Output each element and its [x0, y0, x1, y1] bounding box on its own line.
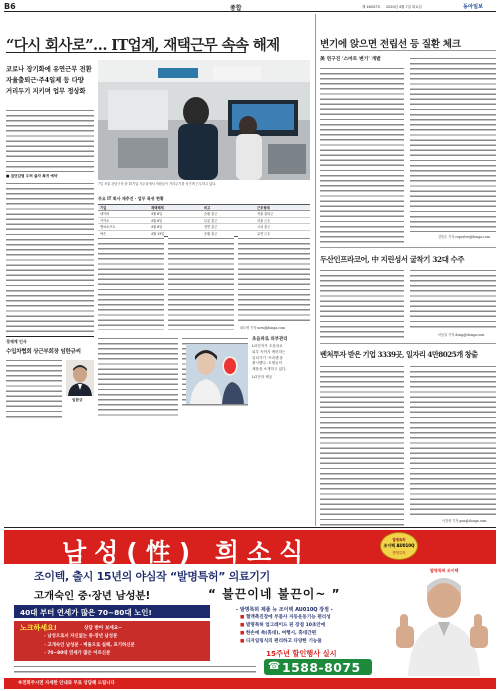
lead-table [98, 196, 310, 237]
checkbox-icon: ■ [240, 639, 246, 644]
issue-number: 제 16057호 [362, 5, 381, 9]
right2-headline: 두산인프라코어, 中 지린성서 굴착기 32대 수주 [320, 255, 465, 264]
right3-headline: 벤처투자 받은 기업 3339곳, 일자리 4만8025개 창출 [320, 350, 478, 359]
lead-body-col3 [168, 236, 234, 330]
ad-headline: 조이텍, 출시 15년의 야심작 “발명특허” 의료기기 [34, 570, 270, 583]
office-photo-illustration [98, 60, 310, 180]
right2-byline: 서동일 기자 dong@donga.com [438, 333, 485, 337]
badge-sub: 발명특허 [392, 551, 406, 555]
portrait-illustration [66, 360, 94, 396]
ad-footer-text: ※전화주시면 자세한 안내와 무료 상담해 드립니다 [18, 681, 115, 686]
beauty-device-photo [186, 344, 248, 404]
ad-invention-title: - 발명특허 제품 뉴 조이텍 AU010Q 장점 - [236, 607, 333, 613]
caption-line: LG전자가 초음파로 [252, 344, 283, 348]
check-icon: - [44, 642, 48, 648]
photo-credit: LG전자 제공 [252, 374, 273, 379]
table-header-cell: 비고 [204, 206, 211, 210]
ad-promo-label: 발명특허 조이텍 [430, 568, 459, 573]
right1-rule [320, 50, 496, 51]
lead-headline: “다시 회사로”… IT업계, 재택근무 속속 해제 [6, 37, 280, 54]
badge-top: 발명특허 [392, 538, 406, 542]
right1-headline: 변기에 앉으면 전립선 등 질환 체크 [320, 39, 461, 50]
ad-discount: 15주년 할인행사 실시 [266, 649, 337, 658]
right3-body-col2 [410, 364, 496, 516]
table-cell: 카카오 [100, 218, 110, 223]
right2-body-col1 [320, 268, 404, 340]
ad-list-title: 노크하세요! [20, 624, 58, 632]
caption-line: 제품을 소개하고 있다. [252, 367, 287, 372]
people-body [6, 358, 62, 418]
section-label: 종합 [230, 5, 242, 12]
badge-main: 조이텍 AU010Q [383, 543, 415, 548]
photo-news-caption [252, 344, 310, 381]
ad-list-item-text: 고개숙인 남성분 · 벽돌으로 실패, 포기하신분 [47, 642, 135, 648]
right3-byline: 이건혁 기자 gun@donga.com [442, 519, 487, 523]
deck-line: 거리두기 지키며 업무 정상화 [6, 88, 86, 95]
table-cell: 순환 출근 [204, 231, 218, 236]
caption-line: 출시했다. 모델들이 [252, 361, 283, 366]
right1-body-col1 [320, 66, 404, 244]
right3-top-rule [320, 343, 496, 344]
checkbox-icon: ■ [240, 615, 246, 620]
people-section-title: 경제계 인사 [6, 339, 27, 344]
table-cell: 엔씨소프트 [100, 225, 116, 230]
caption-line: 뷰티기기 '프라엘'을 [252, 355, 283, 360]
lead-body-col2 [98, 236, 164, 330]
right3-body-col1 [320, 364, 404, 526]
lead-body-col1-top [6, 108, 94, 172]
table-header-row [98, 204, 310, 211]
checkbox-icon: ■ [240, 631, 246, 636]
ad-feature [240, 638, 331, 646]
phone-icon: ☎ [268, 661, 281, 672]
check-icon: - [44, 634, 48, 639]
ad-list-item [44, 650, 135, 659]
people-name: 임한규 [72, 398, 83, 402]
table-title: 주요 IT 회사 재추진 · 업무 복귀 현황 [98, 196, 164, 201]
table-cell: 넥슨 [100, 231, 107, 236]
table-cell: 순환 출근 [204, 212, 218, 217]
ad-title: 남성(性) 희소식 [62, 538, 312, 567]
lead-photo [98, 60, 310, 180]
right1-byline: 김민수 기자 reporter@donga.com [438, 235, 490, 239]
table-header-cell: 기업 [100, 206, 107, 210]
table-cell: 유연 근무 [257, 231, 271, 236]
table-header-cell: 근무형태 [257, 206, 270, 210]
right1-body-col2 [410, 56, 496, 232]
table-cell: 부분 출근 [204, 218, 218, 223]
people-headline: 수입차협회 상근부회장 임한규씨 [6, 349, 81, 355]
lead-deck [6, 64, 96, 97]
table-cell: 네이버 [100, 212, 110, 217]
masthead: 동아일보 [463, 4, 484, 10]
check-icon: - [44, 651, 48, 656]
lead-body-col4 [238, 236, 310, 324]
lead-body-col1-bottom [6, 181, 94, 333]
table-cell: 4월 6일 [151, 225, 163, 230]
ad-feature [240, 622, 331, 630]
table-cell: 4월 6일 [151, 218, 163, 223]
page-number: B6 [4, 2, 16, 11]
people-rule [6, 336, 94, 337]
column-divider [315, 14, 316, 526]
ad-list-item-text: 70~80대 연세가 많은 어르신분 [47, 651, 111, 656]
photo-news-title: 초음파로 피부관리 [252, 337, 288, 342]
ad-feature-text: 한손에 쏙(휴대), 여행시, 휴대간편 [245, 631, 317, 636]
right2-body-col2 [410, 268, 496, 330]
lead-caption: 7일 서울 강남구의 한 IT기업 사무실에서 직원들이 거리두기를 지키며 근무하고 있다. [98, 182, 217, 186]
ad-subheadline: 고개숙인 중·장년 남성분! [34, 590, 151, 602]
table-header-cell: 재택해제 [151, 206, 164, 210]
issue-date: 2020년 4월 7일 화요일 [386, 5, 422, 9]
ad-list-item-text: 남성으로서 자신없는 중·장년 남성분 [47, 634, 118, 639]
ad-feature [240, 630, 331, 638]
lead-headline-rule [6, 52, 246, 53]
ad-list [44, 633, 135, 659]
lead-byline: 곽도영 기자 now@donga.com [240, 326, 286, 330]
header-rule [4, 11, 496, 12]
table-cell: 4월 6일 [151, 212, 163, 217]
table-cell: 자율 근무 [257, 218, 271, 223]
ad-feature-text: 디자일링식의 편리하고 다양한 기능들 [245, 639, 322, 644]
ad-list-item [44, 642, 135, 651]
table-cell: 자율 출퇴근 [257, 212, 274, 217]
thumbs-up-man-illustration [384, 564, 496, 676]
checkbox-icon: ■ [240, 623, 246, 628]
deck-line: 코로나 장기화에 유연근무 전환 [6, 66, 92, 73]
ad-age-banner: 40대 부터 연세가 많은 70~80대 노인! [20, 607, 152, 617]
people-portrait [66, 360, 94, 396]
ad-product-badge [380, 532, 418, 560]
ad-phone: 1588-8075 [282, 660, 361, 675]
ad-list-item [44, 633, 135, 642]
deck-line: 자율출퇴근·주4일제 등 다양 [6, 77, 84, 84]
advertisement [4, 527, 496, 689]
table-cell: 시차 출근 [257, 225, 271, 230]
ad-feature-text: 발명특허 업그레이드 된 장점 10초안에 [245, 623, 326, 628]
table-cell: 전면 출근 [204, 225, 218, 230]
ad-feature-text: 혈액촉진장에 부품사 자동운동기능 편리성 [245, 615, 331, 620]
ad-speech: “ 불끈이네 불끈이~ ” [208, 587, 341, 601]
ad-feature [240, 614, 331, 622]
photo-news-image [186, 344, 248, 404]
caption-line: 피부 속까지 케어하는 [252, 349, 286, 354]
ad-man-photo [384, 564, 496, 676]
right1-subhead: 美 연구진 '스마트 변기' 개발 [320, 56, 381, 62]
mid-body-col1 [98, 336, 178, 418]
ad-feature-list [240, 614, 331, 646]
lead-subhead: ■ 집단감염 우려 줄자 복귀 예약 [6, 174, 58, 178]
ad-fine-print [14, 664, 256, 676]
table-cell: 4월 13일 [151, 231, 165, 236]
ad-list-sub: 상담 받아 보세요~ [84, 626, 123, 631]
right2-top-rule [320, 247, 496, 248]
